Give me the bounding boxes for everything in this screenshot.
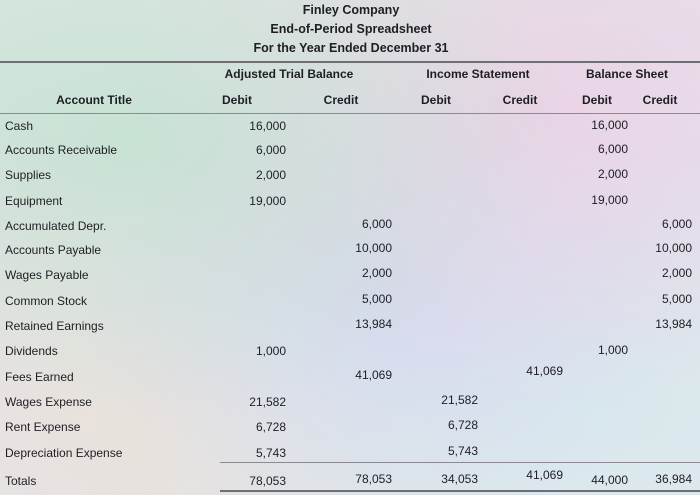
account-title-cell: Depreciation Expense — [5, 446, 123, 460]
amount-cell-tb-dr: 6,000 — [255, 143, 286, 157]
account-title-cell: Accounts Receivable — [5, 143, 118, 157]
amount-cell-is-cr: 41,069 — [526, 468, 563, 482]
amount-cell-tb-dr: 2,000 — [255, 168, 286, 182]
account-title-cell: Equipment — [5, 194, 63, 208]
account-title-cell: Dividends — [5, 344, 58, 358]
header-rule — [0, 61, 700, 63]
amount-cell-tb-cr: 78,053 — [355, 472, 392, 486]
amount-cell-tb-dr: 19,000 — [249, 194, 286, 208]
account-title-cell: Wages Payable — [5, 268, 89, 282]
amount-cell-bs-cr: 10,000 — [655, 241, 692, 255]
amount-cell-bs-dr: 6,000 — [597, 142, 628, 156]
bottom-rule — [220, 490, 700, 492]
amount-cell-bs-cr: 6,000 — [661, 217, 692, 231]
amount-cell-bs-dr: 2,000 — [597, 167, 628, 181]
col-tb-credit: Credit — [323, 93, 359, 107]
amount-cell-tb-dr: 6,728 — [255, 420, 286, 434]
account-title-cell: Common Stock — [5, 294, 88, 308]
amount-cell-tb-cr: 10,000 — [355, 241, 392, 255]
col-bs-credit: Credit — [642, 93, 678, 107]
report-period: For the Year Ended December 31 — [253, 41, 449, 55]
amount-cell-is-dr: 6,728 — [447, 418, 478, 432]
report-name: End-of-Period Spreadsheet — [270, 22, 432, 36]
totals-rule — [220, 462, 700, 463]
col-tb-debit: Debit — [222, 93, 252, 107]
account-title-cell: Wages Expense — [5, 395, 92, 409]
group-balance-sheet: Balance Sheet — [585, 67, 669, 81]
amount-cell-tb-dr: 5,743 — [255, 446, 286, 460]
account-title-cell: Accumulated Depr. — [5, 219, 107, 233]
account-title-cell: Rent Expense — [5, 420, 81, 434]
amount-cell-bs-cr: 13,984 — [655, 317, 692, 331]
amount-cell-is-dr: 34,053 — [441, 472, 478, 486]
account-title-cell: Fees Earned — [5, 370, 74, 384]
amount-cell-tb-dr: 21,582 — [249, 395, 286, 409]
company-name: Finley Company — [302, 3, 400, 17]
account-title-cell: Retained Earnings — [5, 319, 104, 333]
amount-cell-tb-dr: 1,000 — [255, 344, 286, 358]
amount-cell-tb-cr: 5,000 — [361, 292, 392, 306]
account-title-cell: Accounts Payable — [5, 243, 102, 257]
amount-cell-tb-dr: 16,000 — [249, 119, 286, 133]
amount-cell-tb-dr: 78,053 — [249, 474, 286, 488]
amount-cell-is-cr: 41,069 — [526, 364, 563, 378]
column-header-rule — [0, 113, 700, 114]
amount-cell-tb-cr: 13,984 — [355, 317, 392, 331]
amount-cell-bs-cr: 36,984 — [655, 472, 692, 486]
amount-cell-bs-dr: 19,000 — [591, 193, 628, 207]
amount-cell-bs-dr: 16,000 — [591, 118, 628, 132]
col-account-title: Account Title — [56, 93, 132, 107]
group-adjusted-trial-balance: Adjusted Trial Balance — [224, 67, 354, 81]
amount-cell-bs-cr: 2,000 — [661, 266, 692, 280]
amount-cell-bs-cr: 5,000 — [661, 292, 692, 306]
amount-cell-is-dr: 5,743 — [447, 444, 478, 458]
amount-cell-tb-cr: 6,000 — [361, 217, 392, 231]
account-title-cell: Totals — [5, 474, 37, 488]
col-bs-debit: Debit — [582, 93, 612, 107]
account-title-cell: Cash — [5, 119, 34, 133]
account-title-cell: Supplies — [5, 168, 52, 182]
col-is-credit: Credit — [502, 93, 538, 107]
amount-cell-bs-dr: 1,000 — [597, 343, 628, 357]
group-income-statement: Income Statement — [426, 67, 530, 81]
col-is-debit: Debit — [421, 93, 451, 107]
amount-cell-bs-dr: 44,000 — [591, 473, 628, 487]
amount-cell-tb-cr: 41,069 — [355, 368, 392, 382]
amount-cell-tb-cr: 2,000 — [361, 266, 392, 280]
amount-cell-is-dr: 21,582 — [441, 393, 478, 407]
